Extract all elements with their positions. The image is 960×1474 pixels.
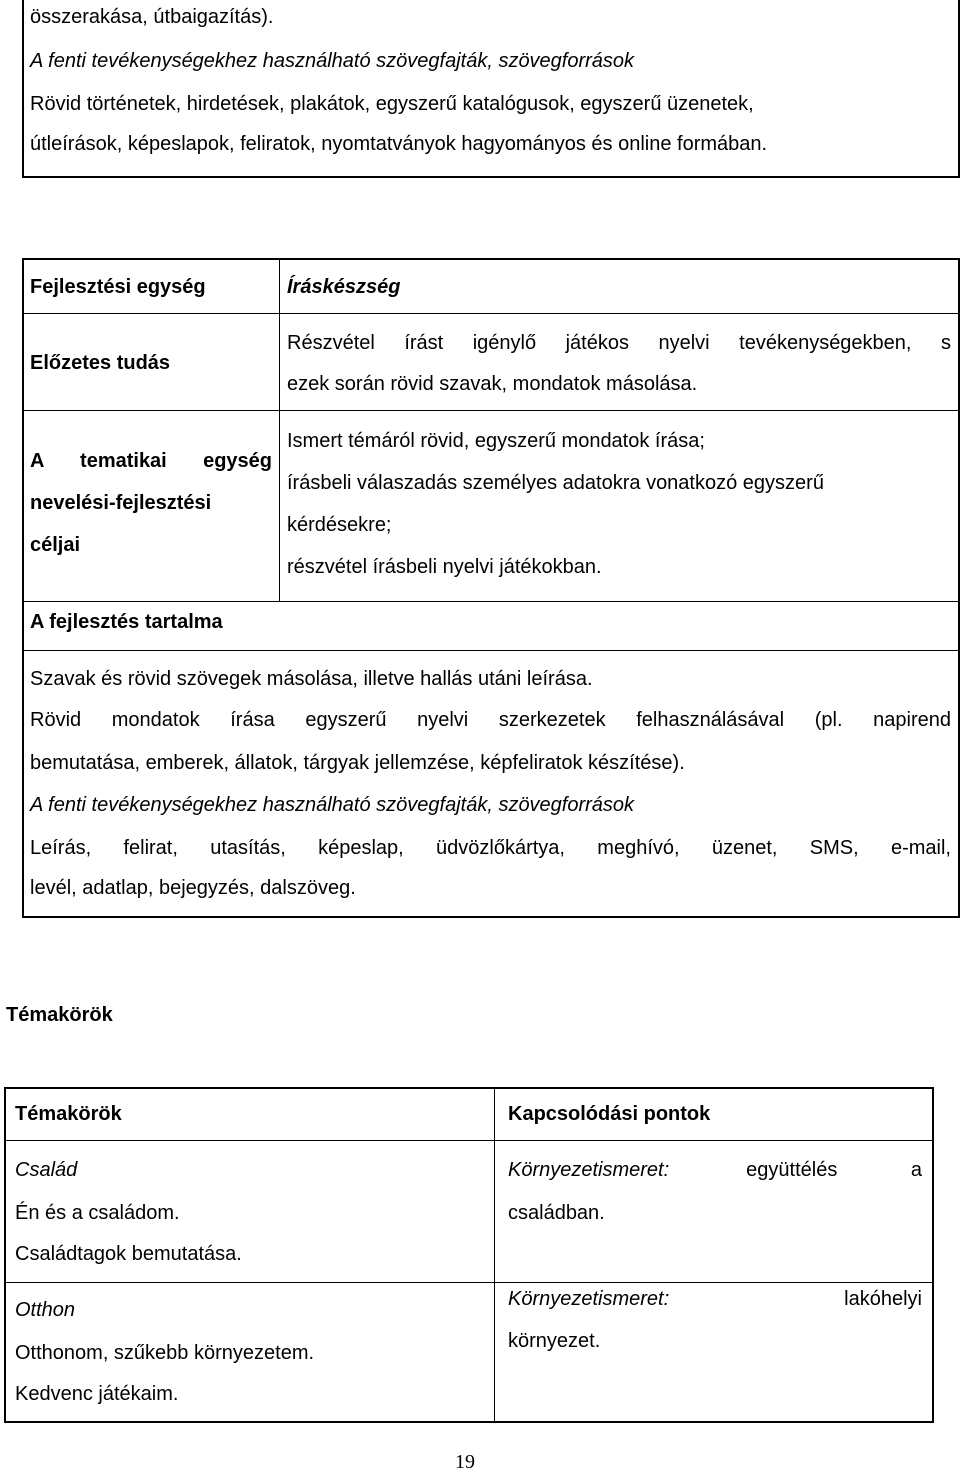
topics-col-header: Témakörök — [15, 1103, 122, 1125]
unit-table-row-divider — [22, 650, 960, 651]
topic-title-home: Otthon — [15, 1299, 76, 1321]
prior-knowledge-line-2: ezek során rövid szavak, mondatok másolása. — [287, 373, 698, 395]
goals-line-4: részvétel írásbeli nyelvi játékokban. — [287, 556, 602, 578]
content-line-1: Szavak és rövid szövegek másolása, illetve hallás utáni leírása. — [30, 668, 593, 690]
content-label: A fejlesztés tartalma — [30, 611, 223, 633]
link-text: családban. — [508, 1202, 605, 1224]
unit-table-row-divider — [22, 601, 960, 602]
topic-item: Kedvenc játékaim. — [15, 1383, 179, 1405]
dev-unit-value: Íráskészség — [287, 276, 401, 298]
dev-unit-label: Fejlesztési egység — [30, 276, 206, 298]
topic-title-family: Család — [15, 1159, 78, 1181]
topics-table-row-divider — [4, 1140, 934, 1141]
goals-label-line-3: céljai — [30, 534, 81, 556]
top-line-3: Rövid történetek, hirdetések, plakátok, egyszerű katalógusok, egyszerű üzenetek, — [30, 93, 754, 115]
unit-table-row-divider — [22, 313, 960, 314]
goals-line-3: kérdésekre; — [287, 514, 392, 536]
link-subject: Környezetismeret: — [508, 1159, 670, 1181]
topics-table-col-divider — [494, 1087, 495, 1423]
top-line-1: összerakása, útbaigazítás). — [30, 6, 274, 28]
content-line-3: bemutatása, emberek, állatok, tárgyak jellemzése, képfeliratok készítése). — [30, 752, 685, 774]
page-number: 19 — [455, 1451, 475, 1473]
link-text: együttélés a — [746, 1159, 922, 1181]
topic-item: Családtagok bemutatása. — [15, 1243, 242, 1265]
unit-table-col-divider — [279, 258, 280, 602]
topic-item: Én és a családom. — [15, 1202, 180, 1224]
links-col-header: Kapcsolódási pontok — [508, 1103, 711, 1125]
goals-label-line-1: A tematikai egység — [30, 450, 272, 472]
content-sources-heading: A fenti tevékenységekhez használható szövegfajták, szövegforrások — [30, 794, 635, 816]
prior-knowledge-line-1: Részvétel írást igénylő játékos nyelvi tevékenységekben, s — [287, 332, 951, 354]
topic-item: Otthonom, szűkebb környezetem. — [15, 1342, 315, 1364]
link-subject: Környezetismeret: — [508, 1288, 670, 1310]
goals-label-line-2: nevelési-fejlesztési — [30, 492, 212, 514]
content-line-6: levél, adatlap, bejegyzés, dalszöveg. — [30, 877, 356, 899]
top-sources-heading: A fenti tevékenységekhez használható szövegfajták, szövegforrások — [30, 50, 635, 72]
prior-knowledge-label: Előzetes tudás — [30, 352, 171, 374]
topics-table-row-divider — [4, 1282, 934, 1283]
goals-line-2: írásbeli válaszadás személyes adatokra vonatkozó egyszerű — [287, 472, 824, 494]
goals-line-1: Ismert témáról rövid, egyszerű mondatok írása; — [287, 430, 705, 452]
content-line-2: Rövid mondatok írása egyszerű nyelvi szerkezetek felhasználásával (pl. napirend — [30, 709, 951, 731]
content-line-5: Leírás, felirat, utasítás, képeslap, üdvözlőkártya, meghívó, üzenet, SMS, e-mail, — [30, 837, 951, 859]
link-text: lakóhelyi — [844, 1288, 922, 1310]
link-text: környezet. — [508, 1330, 601, 1352]
top-line-4: útleírások, képeslapok, feliratok, nyomtatványok hagyományos és online formában. — [30, 133, 768, 155]
unit-table-row-divider — [22, 410, 960, 411]
topics-section-heading: Témakörök — [6, 1004, 113, 1026]
